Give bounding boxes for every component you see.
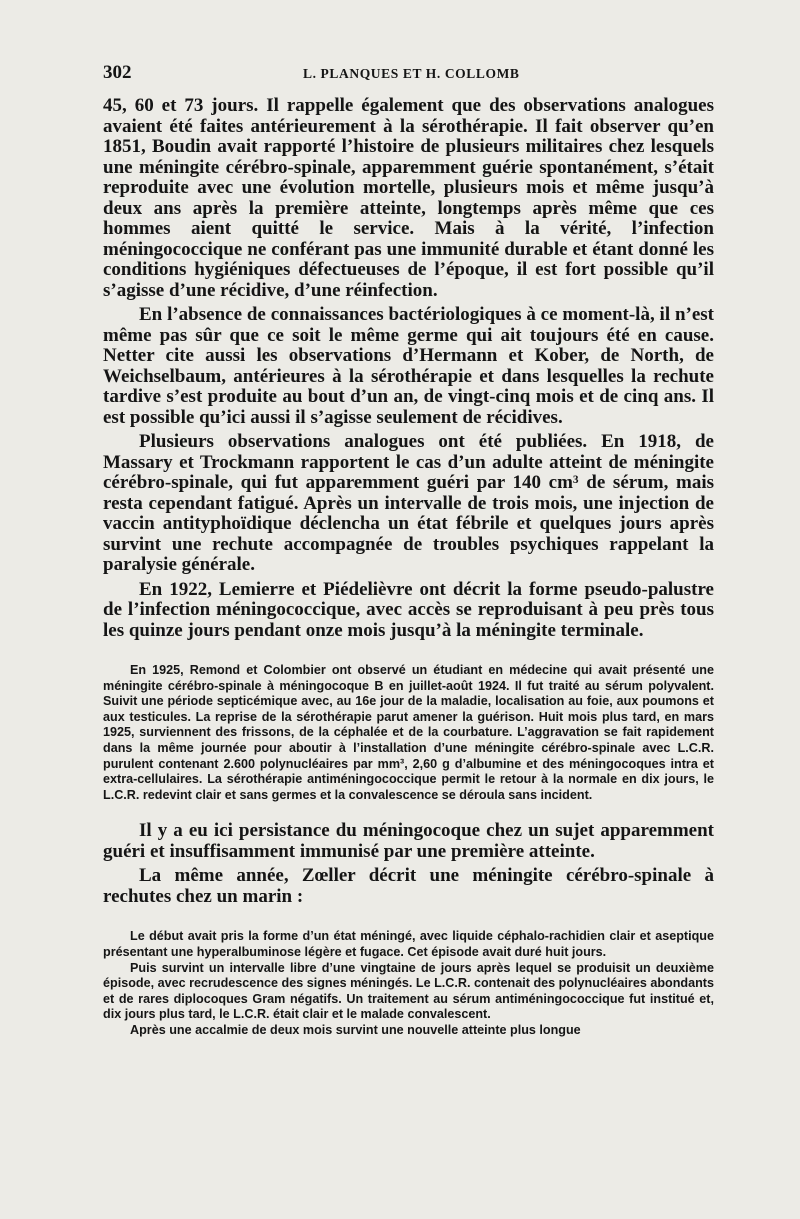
paragraph-4: En 1922, Lemierre et Piédelièvre ont décrit la forme pseudo-palustre de l’infection méningococcique, avec accès se reproduisant à peu près tous les quinze jours pendant onze mois jusqu’à la méningite terminale. [103, 578, 714, 641]
paragraph-3: Plusieurs observations analogues ont été publiées. En 1918, de Massary et Trockmann rapportent le cas d’un adulte atteint de méningite cérébro-spinale, qui fut apparemment guéri par 140 cm³ de sérum, mais resta cependant fatigué. Après un intervalle de trois mois, une injection de vaccin antityphoïdique déclencha un état fébrile et quelques jours après survint une rechute accompagnée de troubles psychiques rappelant la paralysie générale. [103, 431, 714, 575]
small-paragraph-2: Le début avait pris la forme d’un état méningé, avec liquide céphalo-rachidien clair et aseptique présentant une hyperalbuminose légère et fugace. Cet épisode avait duré huit jours. [103, 929, 714, 959]
paragraph-2: En l’absence de connaissances bactériologiques à ce moment-là, il n’est même pas sûr que ce soit le même germe qui ait toujours été en cause. Netter cite aussi les observations d’Hermann et Kober, de North, de Weichselbaum, antérieures à la sérothérapie et dans lesquelles la rechute tardive s’est produite au bout d’un an, de vingt-cinq mois et de cinq ans. Il est possible qu’ici aussi il s’agisse seulement de récidives. [103, 304, 714, 428]
case-report-zoeller [103, 929, 714, 1038]
page-number: 302 [103, 62, 132, 83]
small-paragraph-1: En 1925, Remond et Colombier ont observé un étudiant en médecine qui avait présenté une méningite cérébro-spinale à méningocoque B en juillet-août 1924. Il fut traité au sérum polyvalent. Suivit une période septicémique avec, au 16e jour de la maladie, localisation au foie, aux poumons et aux testicules. La reprise de la sérothérapie parut amener la guérison. Huit mois plus tard, en mars 1925, surviennent des frissons, de la céphalée et de la courbature. L’aggravation se fait rapidement dans la même journée pour aboutir à l’installation d’une méningite cérébro-spinale avec L.C.R. purulent contenant 2.600 polynucléaires par mm³, 2,60 g d’albumine et des méningocoques intra et extra-cellulaires. La sérothérapie antiméningococcique permit le retour à la normale en dix jours, le L.C.R. redevint clair et sans germes et la convalescence se déroula sans incident. [103, 663, 714, 802]
page-header [103, 62, 714, 90]
paragraph-1: 45, 60 et 73 jours. Il rappelle également que des observations analogues avaient été faites antérieurement à la sérothérapie. Il fait observer qu’en 1851, Boudin avait rapporté l’histoire de plusieurs militaires chez lesquels une méningite cérébro-spinale, apparemment guérie spontanément, s’était reproduite avec une évolution mortelle, plusieurs mois et même jusqu’à deux ans après la première atteinte, longtemps après même que ces hommes aient quitté le service. Mais à la vérité, l’infection méningococcique ne conférant pas une immunité durable et étant donné les conditions hygiéniques défectueuses de l’époque, il est fort possible qu’il s’agisse d’une récidive, d’une réinfection. [103, 95, 714, 301]
paragraph-5: Il y a eu ici persistance du méningocoque chez un sujet apparemment guéri et insuffisamment immunisé par une première atteinte. [103, 820, 714, 862]
case-report-remond [103, 663, 714, 803]
paragraph-6: La même année, Zœller décrit une méningite cérébro-spinale à rechutes chez un marin : [103, 865, 714, 907]
small-paragraph-3: Puis survint un intervalle libre d’une vingtaine de jours après lequel se produisit un deuxième épisode, avec recrudescence des signes méningés. Le L.C.R. contenait des polynucléaires abondants et de rares diplocoques Gram négatifs. Un traitement au sérum antiméningococcique fut institué et, dix jours plus tard, le L.C.R. était clair et le malade convalescent. [103, 960, 715, 1022]
small-paragraph-4: Après une accalmie de deux mois survint une nouvelle atteinte plus longue [130, 1022, 581, 1037]
running-head: L. PLANQUES ET H. COLLOMB [303, 66, 520, 81]
